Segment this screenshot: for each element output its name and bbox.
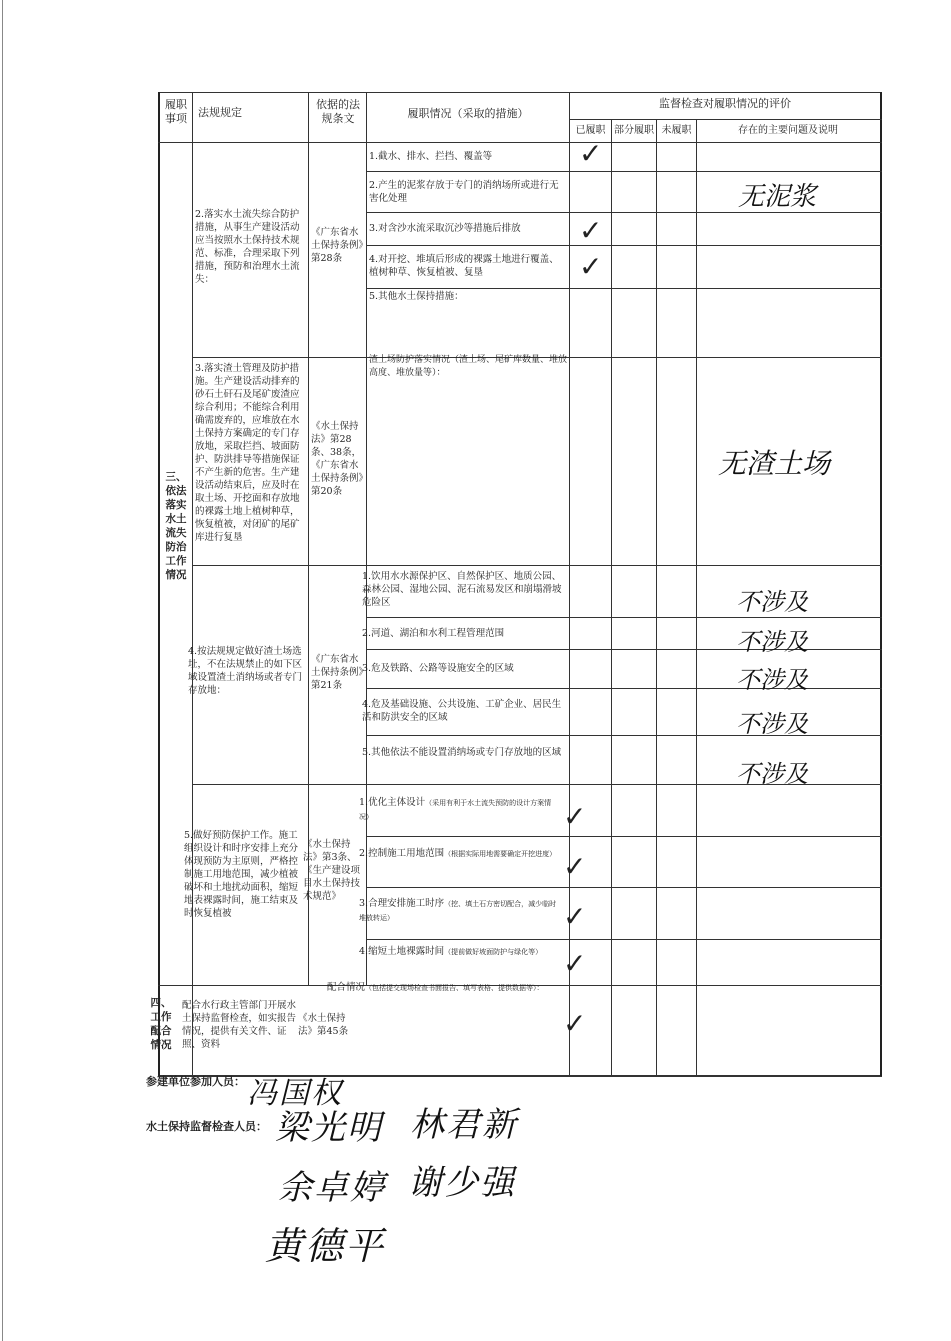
group2-measure-4: 4.对开挖、堆填后形成的裸露土地进行覆盖、植树种草、恢复植被、复垦 xyxy=(369,254,559,278)
header-not-performed: 未履职 xyxy=(661,125,692,136)
group5-regulation: 5.做好预防保护工作。施工组织设计和时序安排上充分体现预防为主原则，严格控制施工用地范围，减少植被破坏和土地扰动面积，缩短地表裸露时间，施工结束及时恢复植被 xyxy=(184,830,299,919)
participants-label: 参建单位参加人员： xyxy=(146,1075,245,1088)
group4-note-4: 不涉及 xyxy=(736,710,808,738)
group2-measure-3: 3.对含沙水流采取沉沙等措施后排放 xyxy=(369,223,521,234)
header-partial: 部分履职 xyxy=(614,125,654,136)
check-mark: ✓ xyxy=(563,1007,587,1040)
header-performed: 已履职 xyxy=(575,125,606,136)
group4-measure-5: 5.其他依法不能设置消纳场或专门存放地的区域 xyxy=(362,747,562,758)
group4-note-2: 不涉及 xyxy=(736,628,808,656)
page-edge xyxy=(2,0,3,1341)
group5-measure-4: 4.缩短土地裸露时间（提前做好坡面防护与绿化等） xyxy=(359,946,543,957)
group3-basis: 《水土保持法》第28条、38条，《广东省水土保持条例》第20条 xyxy=(311,421,364,497)
check-mark: ✓ xyxy=(563,800,587,833)
inspector-signature: 谢少强 xyxy=(408,1163,516,1203)
group4-note-5: 不涉及 xyxy=(736,760,808,788)
inspectors-label: 水土保持监督检查人员： xyxy=(146,1120,267,1133)
inspector-signature: 黄德平 xyxy=(265,1224,386,1268)
group3-measure: 渣土场防护落实情况（渣土场、尾矿库数量、堆放高度、堆放量等）： xyxy=(369,355,567,378)
group4-note-3: 不涉及 xyxy=(736,666,808,694)
inspection-table xyxy=(150,92,882,1076)
group5-measure-3: 3.合理安排施工时序（挖、填土石方密切配合，减少临时堆放转运） xyxy=(359,898,557,922)
header-basis: 依据的法规条文 xyxy=(316,98,360,125)
group4-basis: 《广东省水土保持条例》第21条 xyxy=(311,654,364,691)
section3-label: 三、依法落实水土流失防治工作情况 xyxy=(165,471,187,581)
group2-note: 无泥浆 xyxy=(738,182,817,212)
group5-basis: 《水土保持法》第3条、《生产建设项目水土保持技术规范》 xyxy=(303,839,361,902)
group3-note: 无渣土场 xyxy=(718,447,831,480)
participant-signature: 冯国权 xyxy=(247,1076,343,1111)
group2-measure-5: 5.其他水土保持措施： xyxy=(369,291,464,302)
group3-regulation: 3.落实渣土管理及防护措施。生产建设活动排弃的砂石土矸石及尾矿废渣应综合利用；不能综合利用确需废弃的，应堆放在水土保持方案确定的专门存放地，采取拦挡、坡面防护、防洪排导等措施保证不产生新的危害。生产建设活动结束后，应及时在取土场、开挖面和存放地的裸露土地上植树种草，恢复植被，对闭矿的尾矿库进行复垦 xyxy=(195,363,300,543)
inspector-signature: 梁光明 xyxy=(275,1108,383,1148)
group2-basis: 《广东省水土保持条例》第28条 xyxy=(311,227,364,264)
check-mark: ✓ xyxy=(563,900,587,933)
header-evaluation: 监督检查对履职情况的评价 xyxy=(659,97,791,110)
group2-measure-1: 1.截水、排水、拦挡、覆盖等 xyxy=(369,151,493,162)
header-item: 履职事项 xyxy=(165,98,187,125)
group5-measure-2: 2.控制施工用地范围（根据实际用地需要确定开挖进度） xyxy=(359,848,557,859)
check-mark: ✓ xyxy=(563,850,587,883)
inspector-signature: 林君新 xyxy=(410,1105,518,1145)
group4-regulation: 4.按法规规定做好渣土场选址，不在法规禁止的如下区域设置渣土消纳场或者专门存放地： xyxy=(188,646,303,696)
check-mark: ✓ xyxy=(579,214,603,247)
header-measures: 履职情况（采取的措施） xyxy=(407,107,529,120)
group4-measure-3: 3.危及铁路、公路等设施安全的区域 xyxy=(362,663,514,674)
inspector-signature: 余卓婷 xyxy=(278,1168,386,1208)
check-mark: ✓ xyxy=(563,947,587,980)
check-mark: ✓ xyxy=(579,250,603,283)
section4-measure: 配合情况（包括提交现场检查书面报告、填写表格、提供数据等）： xyxy=(327,982,544,993)
group2-measure-2: 2.产生的泥浆存放于专门的消纳场所或进行无害化处理 xyxy=(369,180,559,204)
check-mark: ✓ xyxy=(579,137,603,170)
section4-label: 四、工作配合情况 xyxy=(150,997,172,1051)
header-regulation: 法规规定 xyxy=(198,106,242,119)
group4-measure-4: 4.危及基础设施、公共设施、工矿企业、居民生活和防洪安全的区域 xyxy=(362,699,562,723)
header-issues: 存在的主要问题及说明 xyxy=(738,125,838,136)
section4-basis: 《水土保持法》第45条 xyxy=(298,1013,349,1037)
group5-measure-1: 1.优化主体设计（采用有利于水土流失预防的设计方案情况） xyxy=(359,797,552,821)
group4-measure-1: 1.饮用水水源保护区、自然保护区、地质公园、森林公园、湿地公园、泥石流易发区和崩塌滑坡危险区 xyxy=(362,571,562,608)
section4-regulation: 配合水行政主管部门开展水土保持监督检查，如实报告情况，提供有关文件、证照、资料 xyxy=(182,1000,297,1050)
group2-regulation: 2.落实水土流失综合防护措施，从事生产建设活动应当按照水土保持技术规范、标准，合理采取下列措施，预防和治理水土流失： xyxy=(195,209,300,285)
group4-note-1: 不涉及 xyxy=(736,588,808,616)
group4-measure-2: 2.河道、湖泊和水利工程管理范围 xyxy=(362,628,505,639)
